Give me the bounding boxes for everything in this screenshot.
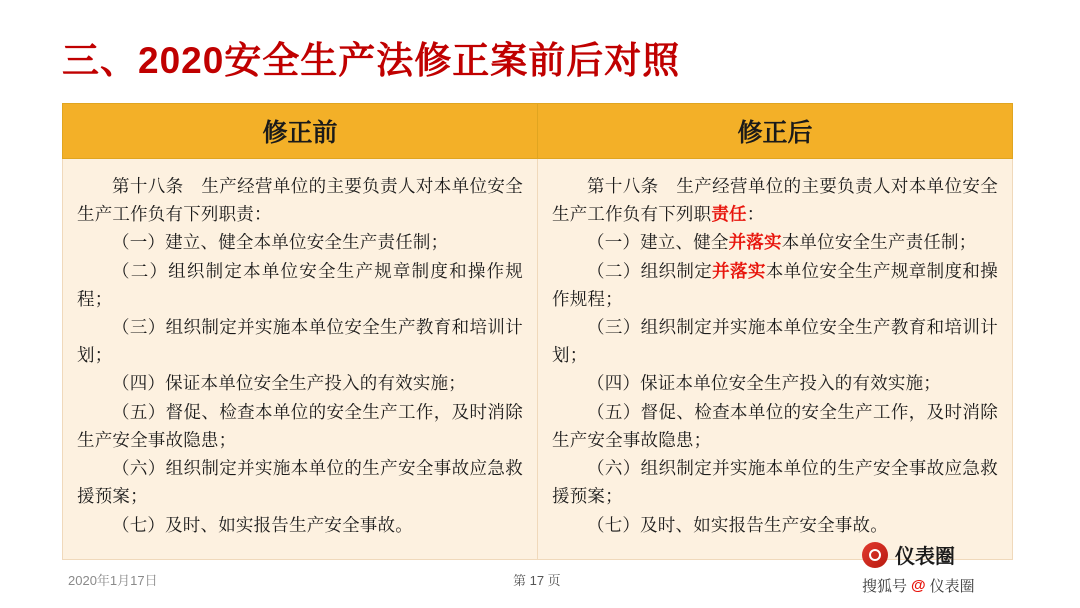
- after-emphasis-1: 并落实: [728, 232, 782, 253]
- after-text-0-post: ：: [746, 203, 765, 224]
- before-para-6: （六）组织制定并实施本单位的生产安全事故应急救援预案；: [77, 458, 523, 507]
- before-para-0: 第十八条 生产经营单位的主要负责人对本单位安全生产工作负有下列职责：: [77, 176, 523, 224]
- table-header-row: [63, 104, 1013, 159]
- after-text-4-pre: （四）保证本单位安全生产投入的有效实施；: [587, 373, 941, 394]
- after-text-0-pre: 第十八条 生产经营单位的主要负责人对本单位安全生产工作负有下列职: [552, 176, 998, 224]
- cell-before-amendment: [63, 159, 538, 560]
- brand-row: [862, 540, 1062, 569]
- before-para-2: （二）组织制定本单位安全生产规章制度和操作规程；: [77, 260, 523, 309]
- brand-source-label: 搜狐号: [862, 578, 908, 595]
- after-text-2-pre: （二）组织制定: [587, 260, 713, 281]
- after-text-5-pre: （五）督促、检查本单位的安全生产工作，及时消除生产安全事故隐患；: [552, 402, 998, 450]
- brand-source-name: 仪表圈: [929, 578, 975, 595]
- before-para-7: （七）及时、如实报告生产安全事故。: [112, 514, 413, 535]
- brand-source: [862, 575, 1062, 596]
- after-para-2: [552, 258, 998, 313]
- brand-logo-icon: [862, 542, 888, 568]
- after-para-6: [552, 455, 998, 510]
- watermark-brand: [862, 540, 1062, 596]
- brand-name: 仪表圈: [895, 546, 955, 568]
- after-text-7-pre: （七）及时、如实报告生产安全事故。: [587, 514, 888, 535]
- after-text-3-pre: （三）组织制定并实施本单位安全生产教育和培训计划；: [552, 317, 998, 365]
- footer-date: 2020年1月17日: [68, 573, 158, 588]
- before-para-1: （一）建立、健全本单位安全生产责任制；: [112, 232, 449, 253]
- after-para-0: [552, 173, 998, 228]
- after-emphasis-2: 并落实: [712, 260, 766, 281]
- after-para-3: [552, 314, 998, 369]
- after-emphasis-0: 责任: [711, 203, 747, 224]
- page-title: 三、2020安全生产法修正案前后对照: [62, 40, 681, 81]
- after-para-4: [552, 370, 998, 398]
- after-para-7: [552, 512, 998, 540]
- brand-source-mark-icon: @: [911, 577, 926, 594]
- before-para-5: （五）督促、检查本单位的安全生产工作，及时消除生产安全事故隐患；: [77, 402, 523, 450]
- column-header-before: 修正前: [63, 104, 538, 159]
- after-para-5: [552, 399, 998, 454]
- after-text-2-post: 本单位安全生产规章制度和操作规程；: [552, 260, 998, 309]
- after-text-1-post: 本单位安全生产责任制；: [781, 232, 977, 253]
- before-para-3: （三）组织制定并实施本单位安全生产教育和培训计划；: [77, 317, 523, 365]
- before-para-4: （四）保证本单位安全生产投入的有效实施；: [112, 373, 466, 394]
- footer-page-number: 第 17 页: [513, 573, 561, 588]
- cell-after-amendment: [538, 159, 1013, 560]
- after-text-1-pre: （一）建立、健全: [587, 232, 729, 253]
- table-content-row: [63, 159, 1013, 560]
- comparison-table: [62, 103, 1013, 560]
- after-para-1: [552, 229, 998, 257]
- after-text-6-pre: （六）组织制定并实施本单位的生产安全事故应急救援预案；: [552, 458, 998, 507]
- column-header-after: 修正后: [538, 104, 1013, 159]
